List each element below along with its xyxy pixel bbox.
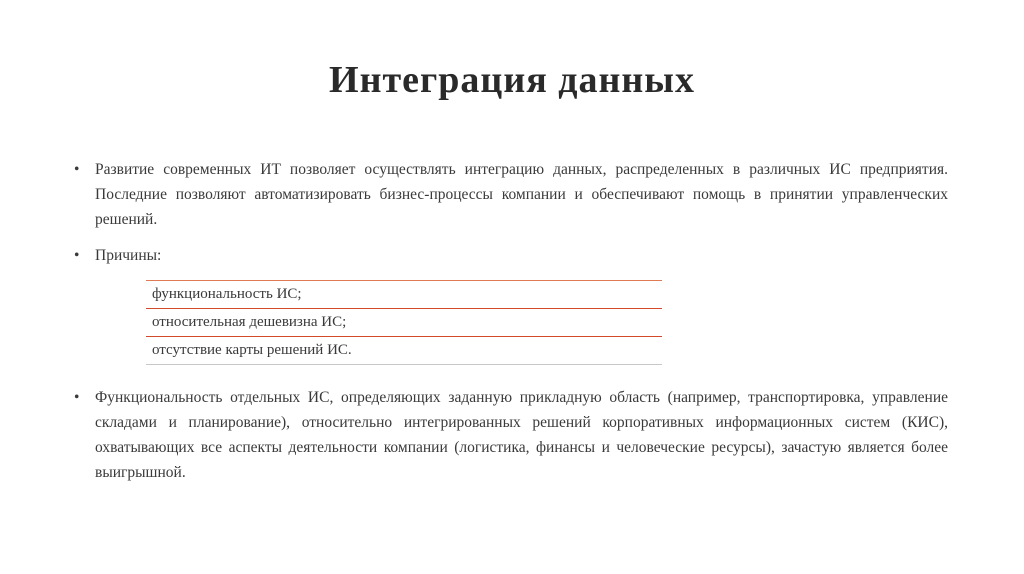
- table-row: [146, 309, 662, 337]
- table-cell: отсутствие карты решений ИС.: [146, 337, 662, 365]
- bullet-marker: •: [74, 247, 80, 264]
- bullet-text: Причины:: [95, 247, 162, 264]
- reasons-table: [146, 280, 662, 365]
- bullet-marker: •: [74, 161, 80, 178]
- table-row: [146, 281, 662, 309]
- bullet-text: Развитие современных ИТ позволяет осуществлять интеграцию данных, распределенных в различных ИС предприятия. Последние позволяют автоматизировать бизнес-процессы компании и обеспечивают помощь в принятии управленческих решений.: [95, 161, 948, 228]
- table-cell: относительная дешевизна ИС;: [146, 309, 662, 337]
- bullet-item: [74, 385, 948, 485]
- bullet-marker: •: [74, 389, 80, 406]
- bullet-text: Функциональность отдельных ИС, определяющих заданную прикладную область (например, транспортировка, управление складами и планирование), относительно интегрированных решений корпоративных информационных систем (КИС), охватывающих все аспекты деятельности компании (логистика, финансы и человеческие ресурсы), зачастую является более выигрышной.: [95, 389, 948, 481]
- bullet-item: [74, 243, 948, 268]
- bullet-item: [74, 157, 948, 232]
- table-row: [146, 337, 662, 365]
- slide-title: Интеграция данных: [329, 59, 695, 101]
- table-cell: функциональность ИС;: [146, 281, 662, 309]
